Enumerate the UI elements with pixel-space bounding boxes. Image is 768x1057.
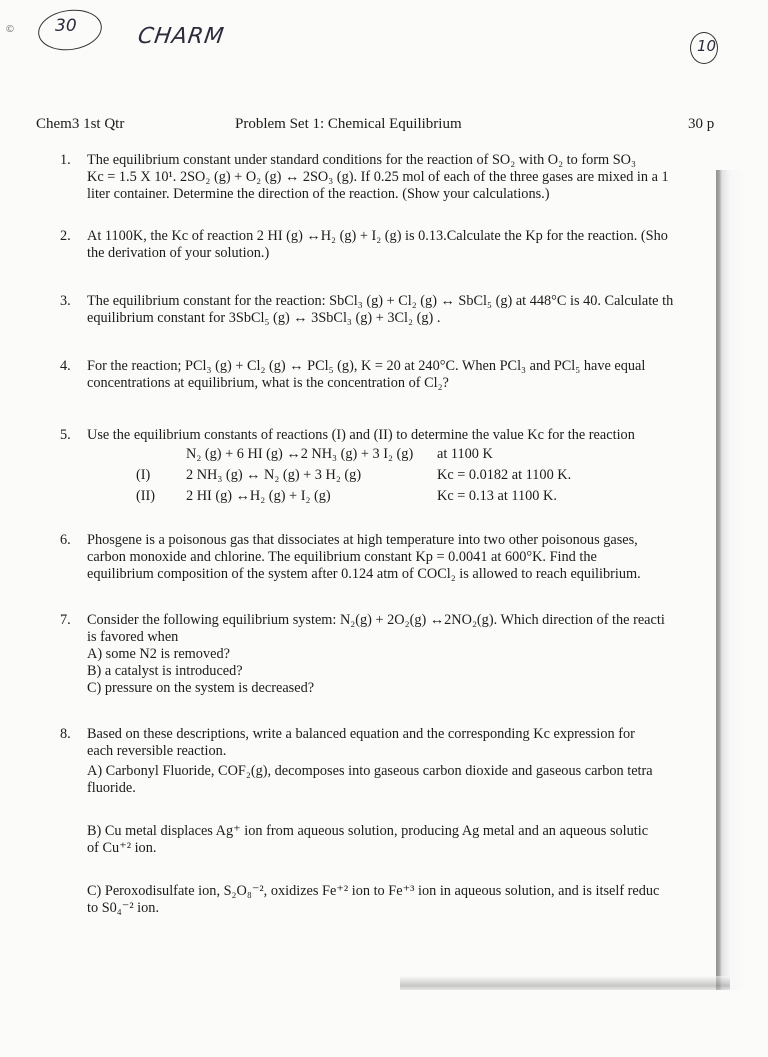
scan-bottom-shadow (400, 976, 730, 990)
question-line: each reversible reaction. (87, 743, 227, 759)
q5-row-equation: 2 NH₃ (g) ↔ N₂ (g) + 3 H₂ (g) (186, 467, 362, 483)
question-line: At 1100K, the Kc of reaction 2 HI (g) ↔H₂ (g) + I₂ (g) is 0.13.Calculate the Kp for the reaction. (Sho (87, 228, 668, 244)
question-line: carbon monoxide and chlorine. The equilibrium constant Kp = 0.0041 at 600°K. Find the (87, 549, 597, 565)
question-line: Consider the following equilibrium system: N₂(g) + 2O₂(g) ↔2NO₂(g). Which direction of the reacti (87, 612, 665, 628)
scan-edge-shadow (716, 170, 768, 990)
question-line: Kc = 1.5 X 10¹. 2SO₂ (g) + O₂ (g) ↔ 2SO₃ (g). If 0.25 mol of each of the three gases are mixed in a 1 (87, 169, 669, 185)
question-line: Use the equilibrium constants of reactions (I) and (II) to determine the value Kc for the reaction (87, 427, 635, 443)
question-line: A) some N2 is removed? (87, 646, 230, 662)
question-line: concentrations at equilibrium, what is the concentration of Cl₂? (87, 375, 449, 391)
q5-row-label: (II) (136, 488, 156, 504)
question-line: equilibrium composition of the system after 0.124 atm of COCl₂ is allowed to reach equilibrium. (87, 566, 641, 582)
question-line: of Cu⁺² ion. (87, 840, 157, 856)
handwritten-name: CHARM (136, 24, 226, 49)
course-label: Chem3 1st Qtr (36, 116, 125, 132)
q5-target-equation: N₂ (g) + 6 HI (g) ↔2 NH₃ (g) + 3 I₂ (g) (186, 446, 414, 462)
q5-row-constant: Kc = 0.0182 at 1100 K. (437, 467, 572, 483)
question-line: A) Carbonyl Fluoride, COF₂(g), decomposes into gaseous carbon dioxide and gaseous carbon tetra (87, 763, 653, 779)
question-line: C) pressure on the system is decreased? (87, 680, 315, 696)
question-line: fluoride. (87, 780, 136, 796)
document-page: © 30 CHARM 10 Chem3 1st Qtr Problem Set 1: Chemical Equilibrium 30 p 1. The equilibrium constant under standard conditions for the reaction of SO₂ with O₂ to form SO₃ Kc = 1.5 X 10¹. 2SO₂ (g) + O₂ (g) ↔ 2SO₃ (g). If 0.25 mol of each of the three gases are mixed in a 1 liter container. Determine the direction of the reaction. (Show your calculations.) 2. At 1100K, the Kc of reaction 2 HI (g) ↔H₂ (g) + I₂ (g) is 0.13.Calculate the Kp for the reaction. (Sho the derivation of your solution.) 3. The equilibrium constant for the reaction: SbCl₃ (g) + Cl₂ (g) ↔ SbCl₅ (g) at 448°C is 40. Calculate th equilibrium constant for 3SbCl₅ (g) ↔ 3SbCl₃ (g) + 3Cl₂ (g) . 4. For the reaction; PCl₃ (g) + Cl₂ (g) ↔ PCl₅ (g), K = 20 at 240°C. When PCl₃ and PCl₅ have equal concentrations at equilibrium, what is the concentration of Cl₂? 5. Use the equilibrium constants of reactions (I) and (II) to determine the value Kc for the reaction N₂ (g) + 6 HI (g) ↔2 NH₃ (g) + 3 I₂ (g) at 1100 K (I) 2 NH₃ (g) ↔ N₂ (g) + 3 H₂ (g) Kc = 0.0182 at 1100 K. (II) 2 HI (g) ↔H₂ (g) + I₂ (g) Kc = 0.13 at 1100 K. 6. Phosgene is a poisonous gas that dissociates at high temperature into two other poisonous gases, carbon monoxide and chlorine. The equilibrium constant Kp = 0.0041 at 600°K. Find the equilibrium composition of the system after 0.124 atm of COCl₂ is allowed to reach equilibrium. 7. Consider the following equilibrium system: N₂(g) + 2O₂(g) ↔2NO₂(g). Which direction of the reacti is favored when A) some N2 is removed? B) a catalyst is introduced? C) pressure on the system is decreased? 8. Based on these descriptions, write a balanced equation and the corresponding Kc expression for each reversible reaction. A) Carbonyl Fluoride, COF₂(g), decomposes into gaseous carbon dioxide and gaseous carbon tetra fluoride. B) Cu metal displaces Ag⁺ ion from aqueous solution, producing Ag metal and an aqueous solutic of Cu⁺² ion. C) Peroxodisulfate ion, S₂O₈⁻², oxidizes Fe⁺² ion to Fe⁺³ ion in aqueous solution, and is itself reduc to S0₄⁻² ion. (0, 0, 768, 1057)
question-line: equilibrium constant for 3SbCl₅ (g) ↔ 3SbCl₃ (g) + 3Cl₂ (g) . (87, 310, 441, 326)
question-line: to S0₄⁻² ion. (87, 900, 160, 916)
question-line: The equilibrium constant under standard conditions for the reaction of SO₂ with O₂ to form SO₃ (87, 152, 636, 168)
handwritten-score: 10 (697, 37, 717, 55)
question-line: B) Cu metal displaces Ag⁺ ion from aqueous solution, producing Ag metal and an aqueous solutic (87, 823, 649, 839)
question-line: B) a catalyst is introduced? (87, 663, 243, 679)
question-line: is favored when (87, 629, 179, 645)
q5-row-equation: 2 HI (g) ↔H₂ (g) + I₂ (g) (186, 488, 331, 504)
question-line: liter container. Determine the direction of the reaction. (Show your calculations.) (87, 186, 550, 202)
question-line: C) Peroxodisulfate ion, S₂O₈⁻², oxidizes Fe⁺² ion to Fe⁺³ ion in aqueous solution, and is itself reduc (87, 883, 660, 899)
question-line: Phosgene is a poisonous gas that dissociates at high temperature into two other poisonous gases, (87, 532, 638, 548)
question-line: The equilibrium constant for the reaction: SbCl₃ (g) + Cl₂ (g) ↔ SbCl₅ (g) at 448°C is 40. Calculate th (87, 293, 674, 309)
question-line: For the reaction; PCl₃ (g) + Cl₂ (g) ↔ PCl₅ (g), K = 20 at 240°C. When PCl₃ and PCl₅ have equal (87, 358, 646, 374)
page-title: Problem Set 1: Chemical Equilibrium (235, 116, 462, 132)
q5-row-label: (I) (136, 467, 151, 483)
question-line: Based on these descriptions, write a balanced equation and the corresponding Kc expression for (87, 726, 635, 742)
points-label: 30 p (688, 116, 715, 132)
scan-mark: © (5, 24, 15, 35)
question-line: the derivation of your solution.) (87, 245, 270, 261)
q5-target-condition: at 1100 K (437, 446, 493, 462)
q5-row-constant: Kc = 0.13 at 1100 K. (437, 488, 557, 504)
handwritten-number: 30 (55, 16, 77, 36)
